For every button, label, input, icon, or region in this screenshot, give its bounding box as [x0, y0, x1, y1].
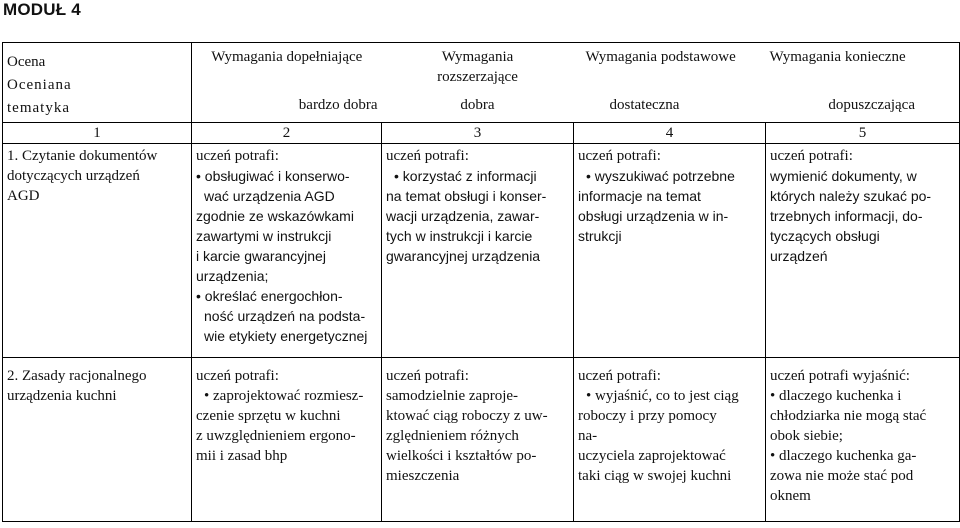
row1-col2-line: i karcie gwarancyjnej — [196, 248, 326, 264]
row1-col2-line: zawartymi w instrukcji — [196, 228, 332, 244]
row1-col5-head: uczeń potrafi: — [770, 148, 853, 164]
row2-topic-line1: 2. Zasady racjonalnego — [7, 368, 147, 384]
header-podstawowe-label: Wymagania podstawowe — [585, 49, 736, 65]
row2-col3-line: samodzielnie zaproje- — [386, 388, 519, 404]
row1-col2-line: • obsługiwać i konserwo- — [196, 168, 350, 184]
header-rozszerzajace-line2: rozszerzające — [437, 69, 518, 85]
header-dopelniajace-label: Wymagania dopełniające — [211, 49, 363, 65]
row2-col4-line: taki ciąg w swojej kuchni — [578, 468, 732, 484]
header-tematyka: tematyka — [7, 100, 70, 116]
row2-col5-line: oknem — [770, 488, 811, 504]
row2-col4 — [574, 358, 766, 522]
header-rozszerzajace-line1: Wymagania — [441, 49, 514, 65]
row1-col3-line: na temat obsługi i konser- — [386, 188, 547, 204]
row2-col5-line: chłodziarka nie mogą stać — [770, 408, 927, 424]
header-dopelniajace — [192, 43, 382, 123]
row2-col2-line: • zaprojektować rozmiesz- — [204, 388, 364, 404]
row1-col5-line: wymienić dokumenty, w — [770, 168, 917, 184]
row1-col3-line: • korzystać z informacji — [394, 168, 537, 184]
row2-col3-line: wielkości i kształtów po- — [386, 448, 537, 464]
row2-col5-line: • dlaczego kuchenka ga- — [770, 448, 917, 464]
row1-col4-line: • wyszukiwać potrzebne — [586, 168, 735, 184]
header-rozszerzajace — [382, 43, 574, 123]
row1-col2-line: urządzenia; — [196, 268, 269, 284]
row1-col2-line: wać urządzenia AGD — [204, 188, 335, 204]
row2-col5-line: • dlaczego kuchenka i — [770, 388, 902, 404]
header-oceniana: Oceniana — [7, 77, 72, 93]
row2-col4-line: na- — [578, 428, 598, 444]
row1-col3-line: wacji urządzenia, zawar- — [386, 208, 540, 224]
num-2: 2 — [192, 123, 382, 144]
table-row — [3, 358, 960, 522]
num-3: 3 — [382, 123, 574, 144]
row2-col4-line: roboczy i przy pomocy — [578, 408, 717, 424]
row2-col5-head: uczeń potrafi wyjaśnić: — [770, 368, 910, 384]
row2-col3-line: ktować ciąg roboczy z uw- — [386, 408, 548, 424]
row1-topic — [3, 144, 192, 358]
row2-col2-line: mii i zasad bhp — [196, 448, 288, 464]
row2-col4-head: uczeń potrafi: — [578, 368, 661, 384]
requirements-table — [2, 42, 960, 522]
row2-col5-line: zowa nie może stać pod — [770, 468, 914, 484]
row2-col2-line: z uwzględnieniem ergono- — [196, 428, 356, 444]
row1-col5 — [766, 144, 960, 358]
row1-col3 — [382, 144, 574, 358]
row2-col3-line: zględnieniem różnych — [386, 428, 519, 444]
module-title: MODUŁ 4 — [3, 0, 81, 19]
row2-col5-line: obok siebie; — [770, 428, 843, 444]
table-row — [3, 144, 960, 358]
row1-col2-line: wie etykiety energetycznej — [204, 328, 368, 344]
grade-dopuszczajaca: dopuszczająca — [828, 97, 915, 113]
row2-topic — [3, 358, 192, 522]
row2-col2 — [192, 358, 382, 522]
row1-col4-head: uczeń potrafi: — [578, 148, 661, 164]
row1-col2-line: ność urządzeń na podsta- — [204, 308, 366, 324]
row2-topic-line2: urządzenia kuchni — [7, 388, 117, 404]
row2-col3 — [382, 358, 574, 522]
row1-col4 — [574, 144, 766, 358]
row1-col2-line: • określać energochłon- — [196, 288, 343, 304]
row1-col4-line: informacje na temat — [578, 188, 701, 204]
row2-col2-line: czenie sprzętu w kuchni — [196, 408, 341, 424]
row2-col5 — [766, 358, 960, 522]
grade-dobra: dobra — [460, 97, 495, 113]
row1-col2-head: uczeń potrafi: — [196, 148, 279, 164]
header-topic-cell — [3, 43, 192, 123]
header-ocena: Ocena — [7, 54, 46, 70]
header-konieczne — [766, 43, 960, 123]
num-4: 4 — [574, 123, 766, 144]
numbers-row — [3, 123, 960, 144]
row1-col3-line: gwarancyjnej urządzenia — [386, 248, 541, 264]
grade-dostateczna: dostateczna — [609, 97, 680, 113]
row2-col4-line: uczyciela zaprojektować — [578, 448, 726, 464]
row1-col2-line: zgodnie ze wskazówkami — [196, 208, 354, 224]
header-podstawowe — [574, 43, 766, 123]
row2-col3-head: uczeń potrafi: — [386, 368, 469, 384]
row1-col5-line: tyczących obsługi — [770, 228, 880, 244]
row1-col5-line: trzebnych informacji, do- — [770, 208, 923, 224]
num-5: 5 — [766, 123, 960, 144]
row1-col3-line: tych w instrukcji i karcie — [386, 228, 533, 244]
grade-bardzo-dobra: bardzo dobra — [298, 97, 378, 113]
header-row — [3, 43, 960, 123]
num-1: 1 — [3, 123, 192, 144]
row2-col2-head: uczeń potrafi: — [196, 368, 279, 384]
row1-col2 — [192, 144, 382, 358]
row1-topic-line3: AGD — [7, 188, 40, 204]
row1-col4-line: obsługi urządzenia w in- — [578, 208, 729, 224]
row1-col4-line: strukcji — [578, 228, 622, 244]
row1-topic-line2: dotyczących urządzeń — [7, 168, 140, 184]
row1-col5-line: urządzeń — [770, 248, 828, 264]
header-konieczne-label: Wymagania konieczne — [769, 49, 906, 65]
row1-col5-line: których należy szukać po- — [770, 188, 932, 204]
row2-col3-line: mieszczenia — [386, 468, 460, 484]
row2-col4-line: • wyjaśnić, co to jest ciąg — [586, 388, 739, 404]
row1-topic-line1: 1. Czytanie dokumentów — [7, 148, 158, 164]
row1-col3-head: uczeń potrafi: — [386, 148, 469, 164]
